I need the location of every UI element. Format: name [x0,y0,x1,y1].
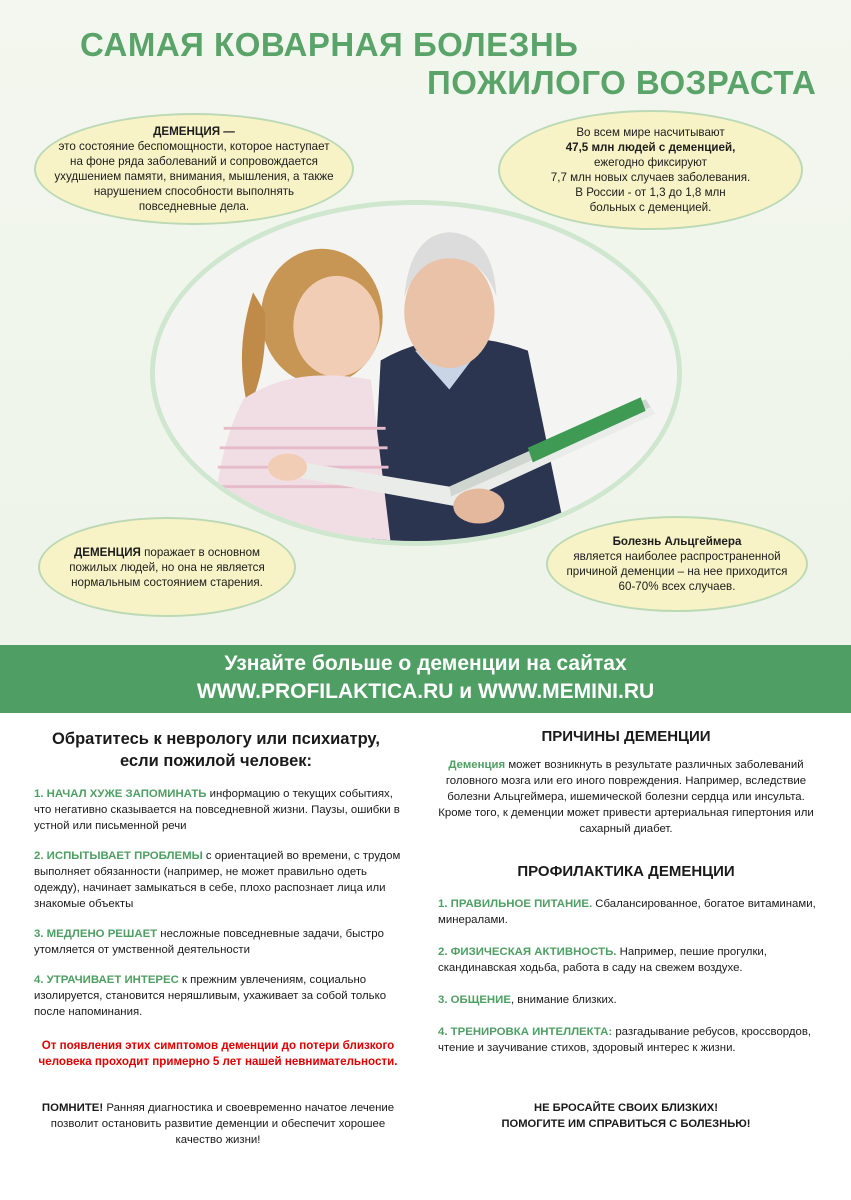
remember-bold: ПОМНИТЕ! [41,1102,104,1114]
symptom-item [34,848,402,912]
photo-grandfather-and-girl-reading [150,200,682,546]
stats-line5: больных с деменцией. [589,201,712,214]
causes-text [430,757,822,837]
prevention-label: 2. ФИЗИЧЕСКАЯ АКТИВНОСТЬ. [438,946,617,958]
stats-line1: Во всем мире насчитывают [576,126,725,139]
bubble-dementia-definition [34,113,354,225]
symptoms-column [34,728,402,1148]
band-websites: WWW.PROFILAKTICA.RU и WWW.MEMINI.RU [196,680,655,703]
bubble-dementia-elderly [38,517,296,617]
stats-line4: В России - от 1,3 до 1,8 млн [575,186,726,199]
alzheimer-text: является наиболее распространенной причиной деменции – на нее приходится 60-70% всех случаев. [566,550,788,593]
symptoms-heading-line1: Обратитесь к неврологу или психиатру, [52,730,380,748]
prevention-label: 1. ПРАВИЛЬНОЕ ПИТАНИЕ. [438,898,593,910]
prevention-text: Например, пешие прогулки, скандинавская ходьба, работа в саду на свежем воздухе. [438,946,767,974]
symptom-text: с ориентацией во времени, с трудом выполняет обязанности (например, не может правильно одеть одежду), начинает замыкаться в себе, плохо распознает лица или знакомые объекты [34,850,401,910]
elderly-term: ДЕМЕНЦИЯ [73,545,141,559]
definition-term: ДЕМЕНЦИЯ — [153,125,235,138]
prevention-item [430,992,822,1008]
stats-line2: ежегодно фиксируют [594,156,707,169]
page-title-line2: ПОЖИЛОГО ВОЗРАСТА [427,64,817,101]
symptom-item [34,972,402,1020]
info-websites-band [0,645,851,713]
causes-prevention-column [430,728,822,1132]
prevention-label: 4. ТРЕНИРОВКА ИНТЕЛЛЕКТА: [438,1026,613,1038]
prevention-item [430,896,822,928]
prevention-item [430,1024,822,1056]
prevention-item [430,944,822,976]
alzheimer-term: Болезнь Альцгеймера [612,535,742,548]
symptom-item [34,926,402,958]
causes-term: Деменция [448,759,506,771]
page-title-line1: САМАЯ КОВАРНАЯ БОЛЕЗНЬ [80,26,579,63]
symptom-text: к прежним увлечениям, социально изолируется, становится неряшливым, ухаживает за собой только после напоминания. [34,974,387,1018]
symptoms-heading [30,728,402,772]
definition-text: это состояние беспомощности, которое наступает на фоне ряда заболеваний и сопровождается ухудшением памяти, внимания, мышления, а также нарушением способности выполнять повседневные дела. [54,140,334,213]
prevention-label: 3. ОБЩЕНИЕ [438,994,511,1006]
prevention-text: Сбалансированное, богатое витаминами, минералами. [438,898,816,926]
symptom-text: несложные повседневные задачи, быстро утомляется от умственной деятельности [34,928,384,956]
symptom-label: 2. ИСПЫТЫВАЕТ ПРОБЛЕМЫ [34,850,203,862]
symptom-label: 1. НАЧАЛ ХУЖЕ ЗАПОМИНАТЬ [34,788,207,800]
stats-line3: 7,7 млн новых случаев заболевания. [550,171,751,184]
symptoms-heading-line2: если пожилой человек: [119,752,313,770]
bubble-dementia-statistics [498,110,803,230]
symptom-label: 4. УТРАЧИВАЕТ ИНТЕРЕС [34,974,179,986]
band-line1: Узнайте больше о деменции на сайтах [224,652,627,675]
final-line2: ПОМОГИТЕ ИМ СПРАВИТЬСЯ С БОЛЕЗНЬЮ! [501,1118,751,1130]
final-line1: НЕ БРОСАЙТЕ СВОИХ БЛИЗКИХ! [534,1102,718,1114]
elderly-text: поражает в основном пожилых людей, но она не является нормальным состоянием старения. [69,545,265,589]
bubble-alzheimer [546,516,808,612]
remember-note [34,1100,402,1148]
prevention-text: , внимание близких. [510,994,617,1006]
symptom-text: информацию о текущих событиях, что негативно сказывается на повседневной жизни. Паузы, ошибки в устной или письменной речи [34,788,400,832]
prevention-heading: ПРОФИЛАКТИКА ДЕМЕНЦИИ [517,863,735,880]
stats-bold: 47,5 млн людей с деменцией, [565,141,736,154]
warning-text: От появления этих симптомов деменции до потери близкого человека проходит примерно 5 лет нашей невнимательности. [38,1039,398,1068]
causes-body: может возникнуть в результате различных заболеваний головного мозга или его иного повреждения. Например, вследствие болезни Альцгеймера, ишемической болезни сердца или инсульта. Кроме того, к деменции может привести артериальная гипертония или сахарный диабет. [438,759,814,835]
symptom-label: 3. МЕДЛЕНО РЕШАЕТ [34,928,158,940]
prevention-text: разгадывание ребусов, кроссвордов, чтение и заучивание стихов, здоровый интерес к жизни. [438,1026,812,1054]
symptom-item [34,786,402,834]
remember-text: Ранняя диагностика и своевременно начатое лечение позволит остановить развитие деменции и обеспечит хорошее качество жизни! [50,1102,395,1146]
causes-heading: ПРИЧИНЫ ДЕМЕНЦИИ [541,728,711,745]
photo-illustration [155,205,677,541]
final-appeal [430,1100,822,1132]
